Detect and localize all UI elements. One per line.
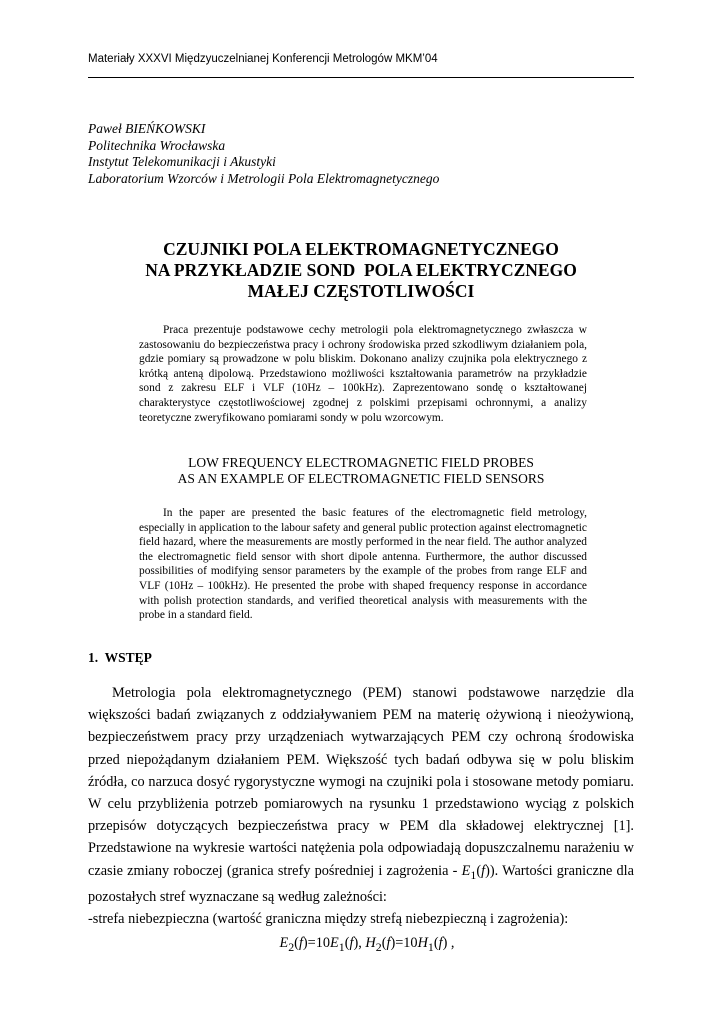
title-en-line-1: LOW FREQUENCY ELECTROMAGNETIC FIELD PROBES xyxy=(188,455,534,470)
formula-E: E xyxy=(279,935,289,951)
formula-H: H xyxy=(365,935,376,951)
formula-paren-3: ( xyxy=(381,935,387,951)
abstract-pl: Praca prezentuje podstawowe cechy metrologii pola elektromagnetycznego zwłaszcza w zastosowaniu do bezpieczeństwa pracy i ochrony środowiska przed szkodliwym działaniem pola, gdzie pomiary są prowadzone w polu bliskim. Dokonano analizy czujnika pola elektrycznego z krótką anteną dipolową. Przedstawiono możliwości kształtowania parametrów na przykładzie sond z zakresu ELF i VLF (10Hz – 100kHz). Zaprezentowano sondę o kształtowanej charakterystyce częstotliwościowej zgodnej z polskimi przepisami ochronnymi, a analizy teoretyczne zweryfikowano pomiarami sondy w polu wzorcowym. xyxy=(139,324,587,424)
body-paragraph-1 xyxy=(88,682,634,908)
paper-title-en xyxy=(88,455,634,487)
formula-paren-1: ( xyxy=(294,935,299,951)
section-body xyxy=(88,682,634,930)
formula-eq-2: )=10 xyxy=(390,935,418,951)
title-en-line-2: AS AN EXAMPLE OF ELECTROMAGNETIC FIELD SENSORS xyxy=(177,471,545,486)
author-block xyxy=(88,121,634,187)
formula-eq-1: )=10 xyxy=(302,935,331,951)
symbol-E: E xyxy=(461,862,471,879)
title-pl-line-2: NA PRZYKŁADZIE SOND POLA ELEKTRYCZNEGO xyxy=(145,260,577,280)
author-laboratory: Laboratorium Wzorców i Metrologii Pola Elektromagnetycznego xyxy=(88,170,440,186)
author-name: Paweł BIEŃKOWSKI xyxy=(88,121,206,136)
formula-sep: ), xyxy=(353,935,366,951)
symbol-subscript-1: 1 xyxy=(470,867,477,882)
paragraph-1-tail: )). Wartości graniczne dla pozostałych stref wyznaczane są według zależności: xyxy=(88,862,634,905)
author-institute: Instytut Telekomunikacji i Akustyki xyxy=(88,154,276,169)
body-paragraph-2: -strefa niebezpieczna (wartość graniczna między strefą niebezpieczną i zagrożenia): xyxy=(88,910,569,927)
formula-E-2: E xyxy=(330,935,339,951)
paragraph-1-text: Metrologia pola elektromagnetycznego (PEM) stanowi podstawowe narzędzie dla większości badań związanych z oddziaływaniem PEM na materię ożywioną i nieożywioną, bezpieczeństwem pracy przy urządzeniach wytwarzających PEM czy ochroną środowiska przed niepożądanym działaniem PEM. Większość tych badań odbywa się w polu bliskim źródła, co narzuca dosyć rygorystyczne wymogi na czujniki pola i stosowane metody pomiaru. W celu przybliżenia potrzeb pomiarowych na rysunku 1 przedstawiono wyciąg z polskich przepisów dotyczących bezpieczeństwa pracy w PEM dla składowej elektrycznej [1]. Przedstawione na wykresie wartości natężenia pola odpowiadają dopuszczalnemu narażeniu w czasie zmiany roboczej (granica strefy pośredniej i zagrożenia - xyxy=(88,685,634,879)
symbol-f: f xyxy=(481,862,486,879)
formula-sub-2b: 2 xyxy=(375,939,382,954)
title-pl-line-3: MAŁEJ CZĘSTOTLIWOŚCI xyxy=(247,281,475,301)
paper-title-pl xyxy=(88,239,634,302)
running-header: Materiały XXXVI Międzyuczelnianej Konferencji Metrologów MKM’04 xyxy=(88,53,438,65)
symbol-open-paren: ( xyxy=(476,862,482,879)
formula-sub-2a: 2 xyxy=(288,939,295,954)
title-pl-line-1: CZUJNIKI POLA ELEKTROMAGNETYCZNEGO xyxy=(163,239,559,259)
formula-paren-4: ( xyxy=(433,935,439,951)
formula-f-4: f xyxy=(438,935,443,951)
formula-end: ) , xyxy=(442,935,455,951)
section-heading-intro: 1. WSTĘP xyxy=(88,650,152,665)
formula-sub-1a: 1 xyxy=(338,939,345,954)
author-university: Politechnika Wrocławska xyxy=(88,137,226,153)
formula-f-3: f xyxy=(386,935,391,951)
formula-f-2: f xyxy=(349,935,354,951)
header-divider xyxy=(88,77,634,78)
formula-sub-1b: 1 xyxy=(427,939,434,954)
formula-paren-2: ( xyxy=(344,935,350,951)
formula-f-1: f xyxy=(298,935,303,951)
formula-H-2: H xyxy=(417,935,428,951)
formula-danger-zone xyxy=(88,932,634,958)
abstract-en: In the paper are presented the basic features of the electromagnetic field metrology, especially in application to the labour safety and general public protection against electromagnetic field hazard, where the measurements are mostly performed in the near field. The author analyzed the electromagnetic field sensor with short dipole antenna. Furthermore, the author discussed possibilities of modifying sensor parameters by the example of the probes from range ELF and VLF (10Hz – 100kHz). He presented the probe with shaped frequency response in accordance with polish protection standards, and verified theoretical analysis with measurements with the probe in a standard field. xyxy=(139,507,587,622)
